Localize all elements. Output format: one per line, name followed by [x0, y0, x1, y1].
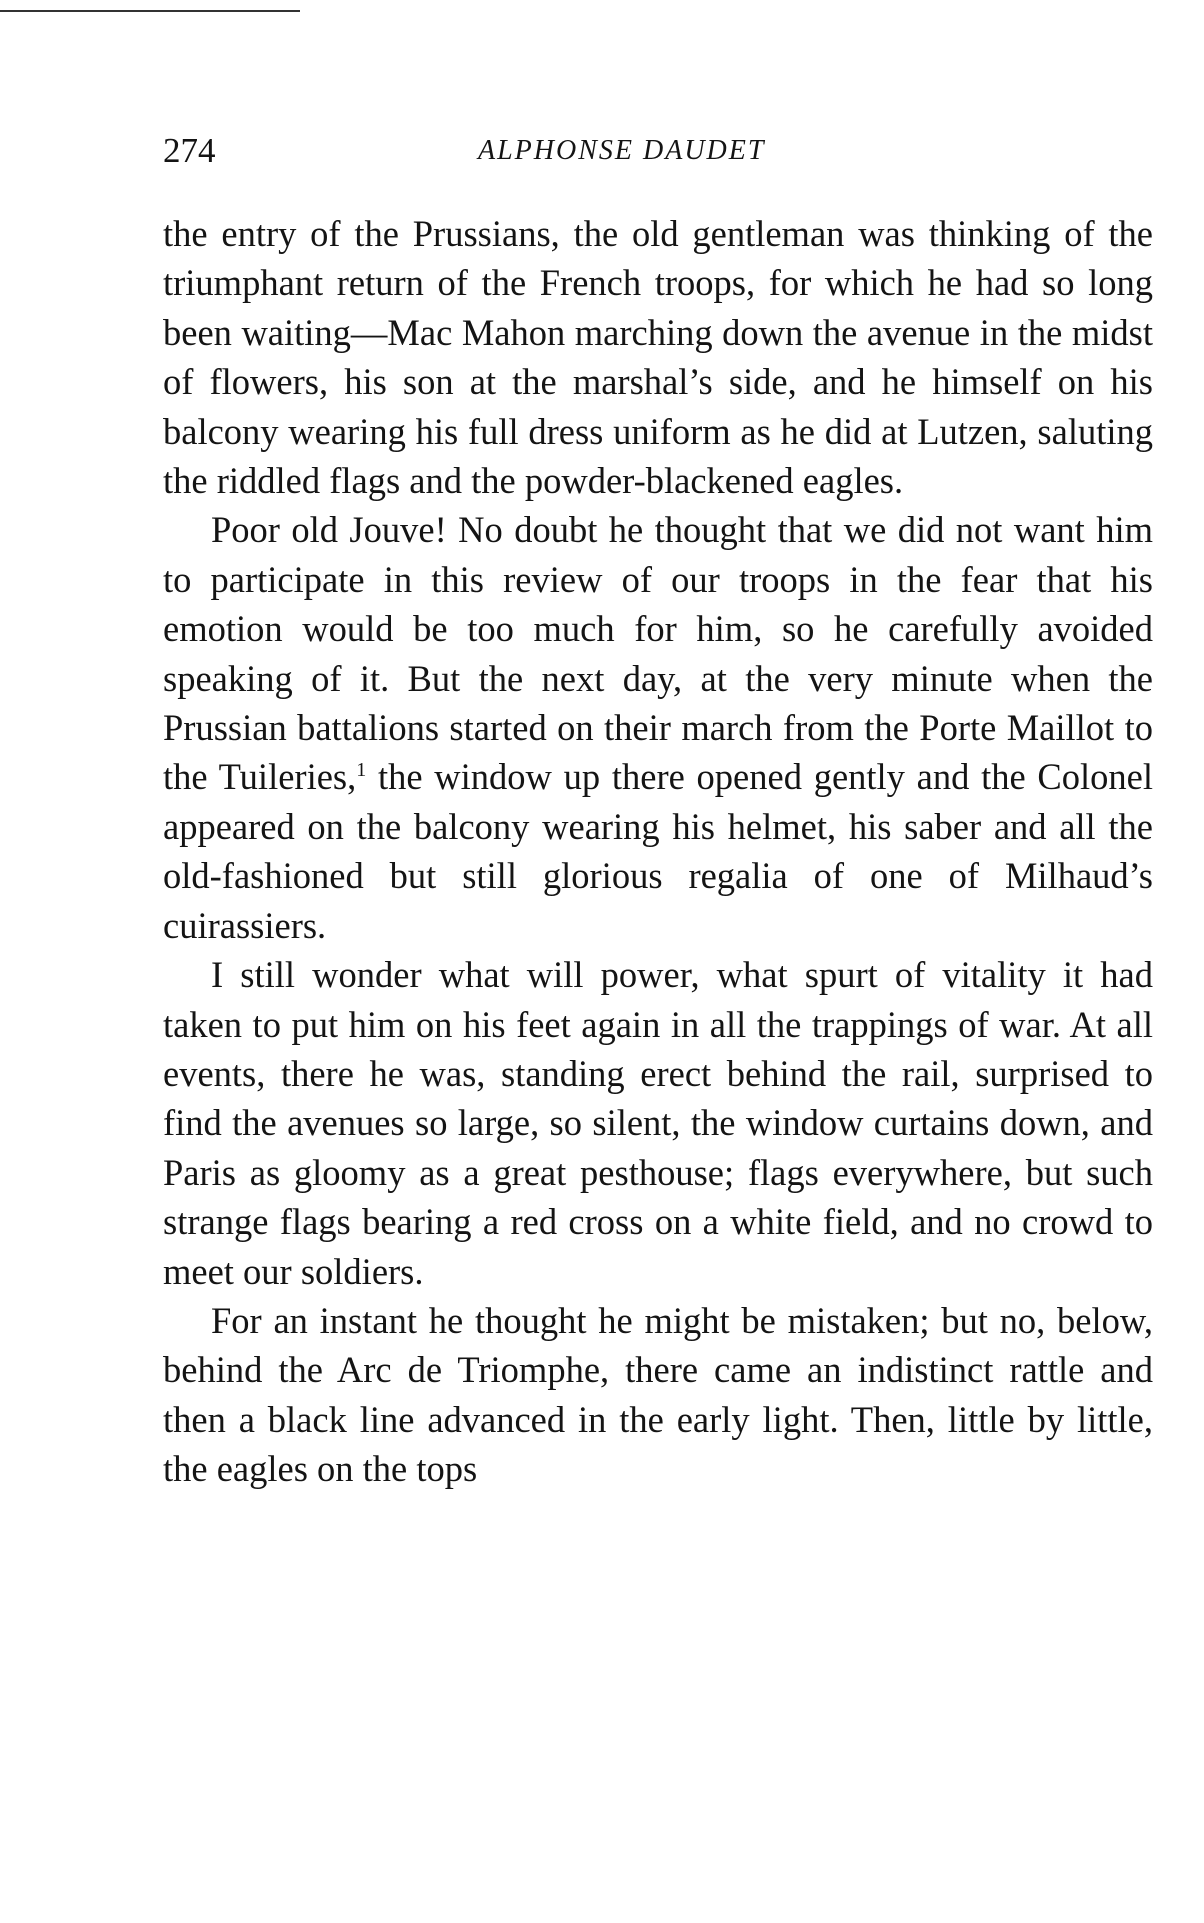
footnote-marker: 1 [356, 759, 367, 782]
paragraph-2-text-b: the window up there opened gently and the Colonel appeared on the balcony wearing his helmet, his saber and all the old-fashioned but still glorious regalia of one of Milhaud’s cuirassiers. [163, 756, 1153, 946]
body-text [163, 209, 1153, 1494]
paragraph-2 [163, 505, 1153, 950]
page-number: 274 [163, 131, 216, 170]
paragraph-3: I still wonder what will power, what spurt of vitality it had taken to put him on his feet again in all the trappings of war. At all events, there he was, standing erect behind the rail, surprised to find the avenues so large, so silent, the window curtains down, and Paris as gloomy as a great pesthouse; flags everywhere, but such strange flags bearing a red cross on a white field, and no crowd to meet our soldiers. [163, 954, 1153, 1292]
paragraph-4: For an instant he thought he might be mistaken; but no, below, behind the Arc de Triomphe, there came an indistinct rattle and then a black line advanced in the early light. Then, little by little, the eagles on the tops [163, 1299, 1153, 1490]
running-head: ALPHONSE DAUDET [478, 135, 766, 166]
paragraph-1: the entry of the Prussians, the old gentleman was thinking of the triumphant return of the French troops, for which he had so long been waiting—Mac Mahon marching down the avenue in the midst of flowers, his son at the marshal’s side, and he himself on his balcony wearing his full dress uniform as he did at Lutzen, saluting the riddled flags and the powder-blackened eagles. [163, 213, 1153, 502]
paragraph-2-text-a: Poor old Jouve! No doubt he thought that we did not want him to participate in this review of our troops in the fear that his emotion would be too much for him, so he carefully avoided speaking of it. But the next day, at the very minute when the Prussian battalions started on their march from the Porte Maillot to the Tuileries, [163, 509, 1153, 798]
scan-top-rule [0, 10, 300, 12]
page-header [163, 123, 1153, 179]
